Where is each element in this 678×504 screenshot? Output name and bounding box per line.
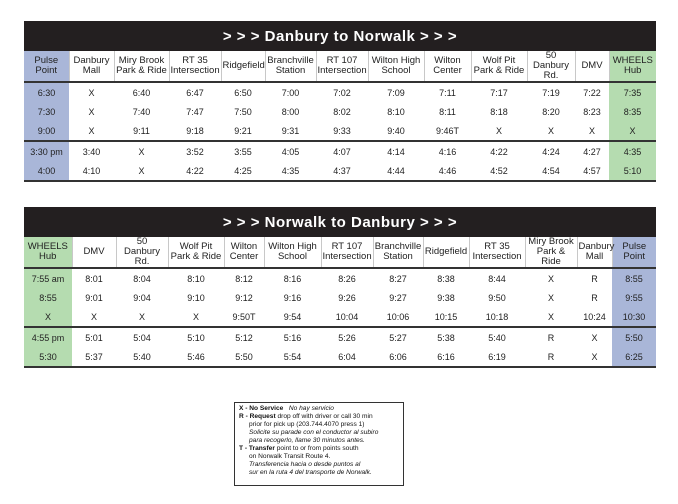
table-cell: 8:35	[609, 102, 656, 121]
table-title: > > > Danbury to Norwalk > > >	[24, 21, 656, 51]
table-cell: 9:01	[85, 292, 103, 303]
table-cell: 10:04	[335, 311, 359, 322]
table-cell: 9:27	[389, 292, 407, 303]
column-header: RT 107 Intersection	[321, 237, 373, 268]
table-cell: 5:12	[224, 327, 264, 347]
table-cell: 3:40	[69, 141, 114, 161]
schedule-table	[24, 51, 656, 182]
column-header: DMV	[575, 51, 609, 82]
table-cell: R	[547, 351, 555, 362]
table-cell: 3:52	[169, 141, 221, 161]
column-header: Miry Brook Park & Ride	[114, 51, 169, 82]
column-header: DMV	[72, 237, 116, 268]
column-header: Wolf Pit Park & Ride	[168, 237, 224, 268]
table-cell: 4:37	[333, 165, 351, 176]
table-cell: R	[591, 273, 598, 284]
column-header: Wilton High School	[368, 51, 424, 82]
column-header: RT 35 Intersection	[469, 237, 525, 268]
table-cell: X	[114, 141, 169, 161]
table-cell: 6:19	[488, 351, 506, 362]
table-cell: 5:54	[283, 351, 302, 362]
table-cell: 8:55	[612, 268, 656, 288]
table-cell: 5:50	[612, 327, 656, 347]
table-cell: 9:04	[133, 292, 151, 303]
legend-r-code: R - Request	[239, 413, 276, 420]
legend-r-es2: para recogerlo, llame 30 minutos antes.	[249, 437, 365, 444]
table-row	[24, 327, 656, 347]
table-cell: R	[591, 292, 598, 303]
table-cell: 8:10	[387, 106, 405, 117]
table-cell: 7:55 am	[24, 268, 72, 288]
table-cell: 6:16	[437, 351, 455, 362]
table-cell: R	[525, 327, 577, 347]
table-cell: 7:35	[609, 82, 656, 102]
table-cell: 9:55	[612, 288, 656, 307]
table-cell: 4:57	[583, 165, 601, 176]
table-cell: X	[588, 125, 595, 136]
table-cell: X	[609, 121, 656, 141]
table-cell: 4:07	[316, 141, 368, 161]
legend-box	[234, 402, 404, 486]
table-cell: 5:40	[469, 327, 525, 347]
legend-t-text2: on Norwalk Transit Route 4.	[249, 453, 331, 460]
table-row	[24, 268, 656, 288]
table-cell: 6:25	[612, 347, 656, 367]
column-header: Danbury Mall	[69, 51, 114, 82]
table-cell: X	[495, 125, 502, 136]
table-cell: 9:12	[235, 292, 253, 303]
table-cell: 8:16	[283, 273, 302, 284]
table-cell: X	[547, 125, 554, 136]
legend-r-es1: Solicite su parade con el conductor al subiro	[249, 429, 379, 436]
table-cell: 9:33	[333, 125, 351, 136]
table-cell: 5:30	[24, 347, 72, 367]
table-cell: 9:18	[186, 125, 204, 136]
table-cell: 6:30	[24, 82, 69, 102]
table-cell: 10:18	[485, 311, 509, 322]
table-cell: 8:55	[24, 288, 72, 307]
legend-x-code: X - No Service	[239, 405, 284, 412]
column-header: RT 107 Intersection	[316, 51, 368, 82]
table-cell: 8:18	[490, 106, 508, 117]
table-cell: X	[547, 311, 554, 322]
table-cell: 4:00	[24, 161, 69, 181]
table-cell: X	[591, 351, 598, 362]
column-header: Danbury Mall	[577, 237, 612, 268]
table-cell: 10:15	[434, 311, 458, 322]
table-cell: 7:47	[186, 106, 204, 117]
table-cell: 8:02	[333, 106, 351, 117]
table-cell: 9:00	[24, 121, 69, 141]
table-cell: 8:44	[488, 273, 506, 284]
table-cell: 4:54	[542, 165, 560, 176]
table-cell: 9:46T	[435, 125, 459, 136]
table-cell: 4:35	[281, 165, 300, 176]
schedule-table	[24, 237, 656, 368]
table-cell: X	[192, 311, 199, 322]
column-header: Ridgefield	[423, 237, 469, 268]
column-header: Branchville Station	[373, 237, 423, 268]
table-cell: 8:10	[187, 273, 205, 284]
column-header: Wolf Pit Park & Ride	[471, 51, 527, 82]
table-cell: 7:40	[132, 106, 151, 117]
legend-r-text2: prior for pick up (203.744.4070 press 1)	[249, 421, 365, 428]
table-cell: 10:06	[386, 311, 410, 322]
table-cell: X	[88, 106, 95, 117]
table-cell: 4:24	[527, 141, 575, 161]
table-cell: 9:38	[437, 292, 455, 303]
table-cell: 4:55 pm	[24, 327, 72, 347]
column-header: Ridgefield	[221, 51, 265, 82]
table-cell: 9:31	[281, 125, 300, 136]
table-cell: 6:04	[338, 351, 356, 362]
table-cell: 8:26	[338, 273, 356, 284]
table-cell: X	[88, 125, 95, 136]
table-cell: 9:21	[234, 125, 252, 136]
table-cell: 8:23	[583, 106, 601, 117]
legend-x-es: No hay servicio	[288, 405, 334, 412]
table-cell: 4:25	[234, 165, 252, 176]
table-cell: 4:35	[609, 141, 656, 161]
table-cell: 5:16	[264, 327, 321, 347]
table-cell: 8:38	[437, 273, 455, 284]
table-cell: 8:27	[389, 273, 407, 284]
table-cell: 5:26	[321, 327, 373, 347]
table-cell: 5:10	[168, 327, 224, 347]
table-cell: 5:10	[609, 161, 656, 181]
table-cell: X	[24, 307, 72, 327]
column-header: Wilton High School	[264, 237, 321, 268]
table-cell: 3:30 pm	[24, 141, 69, 161]
column-header: Miry Brook Park & Ride	[525, 237, 577, 268]
schedule-norwalk-to-danbury	[24, 207, 656, 368]
table-cell: 6:50	[234, 87, 252, 98]
table-cell: 4:52	[490, 165, 508, 176]
table-cell: 9:54	[283, 311, 302, 322]
table-row	[24, 102, 656, 121]
table-cell: 9:16	[283, 292, 302, 303]
table-cell: 6:47	[186, 87, 204, 98]
table-cell: 4:16	[424, 141, 471, 161]
table-cell: 4:05	[265, 141, 316, 161]
table-cell: 8:00	[281, 106, 300, 117]
table-cell: 10:24	[583, 311, 606, 322]
table-cell: 7:17	[490, 87, 508, 98]
table-cell: 5:40	[133, 351, 151, 362]
legend-t-code: T - Transfer	[239, 445, 275, 452]
column-header: Pulse Point	[24, 51, 69, 82]
table-cell: 9:40	[387, 125, 405, 136]
table-row	[24, 161, 656, 181]
table-cell: 6:40	[132, 87, 151, 98]
table-row	[24, 82, 656, 102]
table-cell: 4:44	[387, 165, 405, 176]
table-cell: 7:50	[234, 106, 252, 117]
column-header: 50 Danbury Rd.	[527, 51, 575, 82]
table-cell: 5:38	[423, 327, 469, 347]
legend-t-es2: sur en la ruta 4 del transporte de Norwalk.	[249, 469, 372, 476]
table-cell: 8:20	[542, 106, 560, 117]
column-header: Wilton Center	[224, 237, 264, 268]
table-cell: X	[547, 273, 554, 284]
table-row	[24, 288, 656, 307]
table-cell: 4:46	[438, 165, 457, 176]
table-title: > > > Norwalk to Danbury > > >	[24, 207, 656, 237]
table-cell: 9:11	[133, 125, 150, 136]
table-cell: X	[90, 311, 97, 322]
table-cell: 8:12	[235, 273, 253, 284]
table-cell: 4:10	[82, 165, 101, 176]
table-cell: 10:30	[612, 307, 656, 327]
table-cell: 5:37	[85, 351, 103, 362]
table-cell: 9:26	[338, 292, 356, 303]
table-cell: 8:11	[439, 106, 456, 117]
table-cell: 4:22	[186, 165, 204, 176]
table-cell: 7:11	[439, 87, 456, 98]
table-cell: 7:09	[387, 87, 405, 98]
column-header: Branchville Station	[265, 51, 316, 82]
table-cell: 8:01	[85, 273, 103, 284]
table-cell: 9:50T	[232, 311, 256, 322]
table-cell: 5:46	[187, 351, 205, 362]
column-header: WHEELS Hub	[24, 237, 72, 268]
legend-t-es1: Transferencia hacia o desde puntos al	[249, 461, 361, 468]
column-header: Wilton Center	[424, 51, 471, 82]
table-cell: 7:19	[542, 87, 560, 98]
table-cell: 5:50	[235, 351, 253, 362]
table-cell: 4:27	[575, 141, 609, 161]
table-cell: 4:14	[368, 141, 424, 161]
table-cell: 7:00	[281, 87, 300, 98]
table-cell: X	[547, 292, 554, 303]
table-cell: 5:01	[72, 327, 116, 347]
legend-r-text: drop off with driver or call 30 min	[277, 413, 373, 420]
table-cell: 7:22	[583, 87, 601, 98]
table-cell: X	[138, 311, 145, 322]
table-cell: 9:50	[488, 292, 506, 303]
table-cell: X	[138, 165, 145, 176]
column-header: RT 35 Intersection	[169, 51, 221, 82]
table-cell: 6:06	[389, 351, 407, 362]
table-cell: 3:55	[221, 141, 265, 161]
column-header: WHEELS Hub	[609, 51, 656, 82]
table-row	[24, 347, 656, 367]
schedule-danbury-to-norwalk	[24, 21, 656, 182]
table-cell: X	[88, 87, 95, 98]
column-header: 50 Danbury Rd.	[116, 237, 168, 268]
table-cell: 5:04	[116, 327, 168, 347]
table-cell: 8:04	[133, 273, 151, 284]
table-row	[24, 121, 656, 141]
table-row	[24, 307, 656, 327]
table-row	[24, 141, 656, 161]
column-header: Pulse Point	[612, 237, 656, 268]
legend-t-text: point to or from points south	[276, 445, 359, 452]
table-cell: 9:10	[187, 292, 205, 303]
table-cell: 5:27	[373, 327, 423, 347]
table-cell: X	[577, 327, 612, 347]
table-cell: 7:30	[24, 102, 69, 121]
table-cell: 7:02	[333, 87, 351, 98]
table-cell: 4:22	[471, 141, 527, 161]
